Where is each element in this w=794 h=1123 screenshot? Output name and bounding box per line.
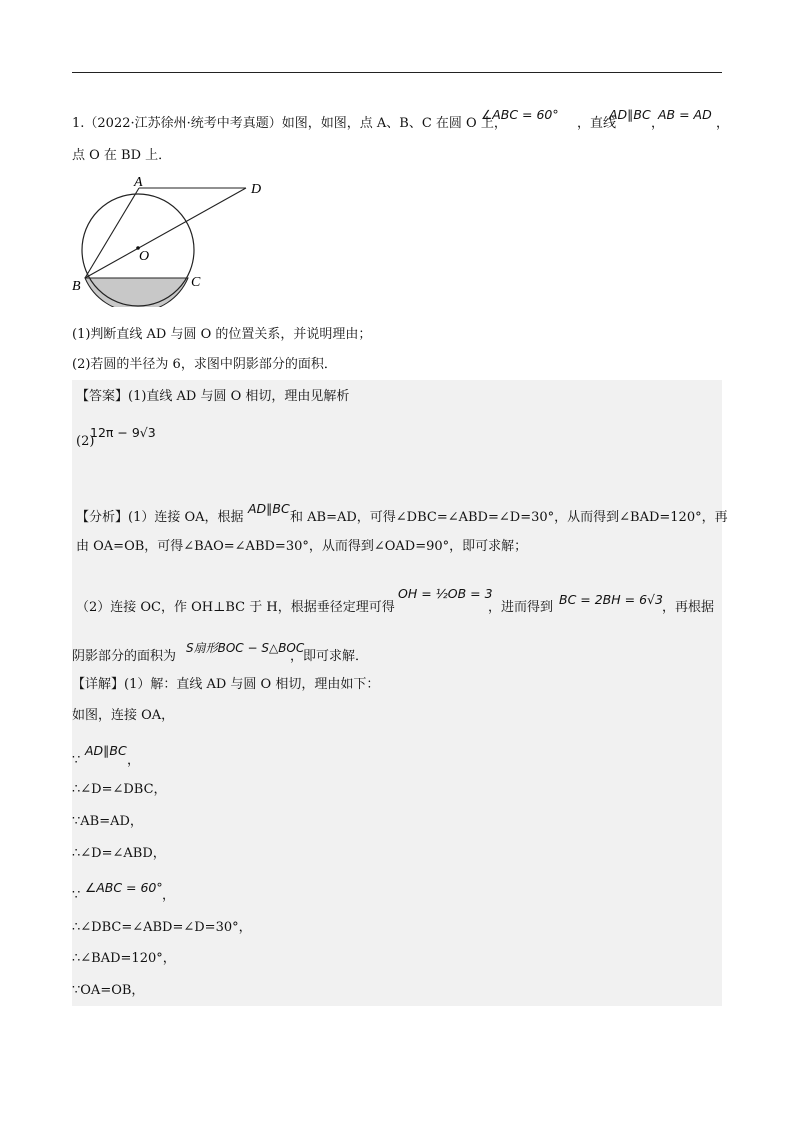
detail-line-2-math: AD∥BC (85, 743, 127, 758)
label-a: A (134, 175, 143, 190)
detail-line-9: ∵OA=OB， (72, 983, 145, 998)
analysis-l3-math1: OH = ½OB = 3 (398, 586, 493, 601)
label-b: B (72, 279, 81, 294)
detail-line-6-post: ， (162, 888, 176, 903)
answer-1: 【答案】(1)直线 AD 与圆 O 相切，理由见解析 (76, 389, 350, 404)
analysis-l3-math2: BC = 2BH = 6√3 (559, 592, 663, 607)
part-2: (2)若圆的半径为 6，求图中阴影部分的面积． (72, 357, 337, 372)
detail-line-7: ∴∠DBC=∠ABD=∠D=30°， (72, 920, 252, 935)
detail-because-2: ∵ (72, 888, 81, 903)
analysis-l3-mid: ，进而得到 (488, 600, 554, 615)
segment-ab (85, 188, 139, 278)
analysis-l3-post: ，再根据 (662, 600, 715, 615)
detail-line-1: 如图，连接 OA， (72, 708, 175, 723)
question-tail: ， (716, 116, 730, 131)
question-mid2: ， (651, 116, 665, 131)
answer-2-label: (2) (76, 434, 95, 449)
part-1: (1)判断直线 AD 与圆 O 的位置关系，并说明理由； (72, 327, 372, 342)
parallel-condition: AD∥BC (609, 107, 651, 122)
answer-panel (72, 380, 722, 1006)
analysis-l4-post: ，即可求解． (290, 649, 369, 664)
detail-because-1: ∵ (72, 753, 81, 768)
analysis-l1-math: AD∥BC (248, 501, 290, 516)
analysis-l4-math: S扇形BOC − S△BOC (186, 641, 305, 655)
detail-line-8: ∴∠BAD=120°， (72, 951, 176, 966)
analysis-l4-pre: 阴影部分的面积为 (72, 649, 177, 664)
question-line1 (72, 116, 507, 132)
shaded-segment (85, 278, 188, 307)
label-o: O (139, 249, 150, 264)
question-mid1: ，直线 (577, 116, 617, 131)
angle-condition: ∠ABC = 60° (481, 107, 559, 122)
analysis-l2: 由 OA=OB，可得∠BAO=∠ABD=30°，从而得到∠OAD=90°，即可求解； (76, 539, 528, 554)
detail-line-5: ∴∠D=∠ABD， (72, 846, 166, 861)
question-line2: 点 O 在 BD 上． (72, 148, 172, 163)
question-text: 1.（2022·江苏徐州·统考中考真题）如图，如图，点 A、B、C 在圆 O 上， (72, 116, 507, 131)
detail-line-3: ∴∠D=∠DBC， (72, 782, 167, 797)
analysis-l1-post: 和 AB=AD，可得∠DBC=∠ABD=∠D=30°，从而得到∠BAD=120°，再 (290, 510, 728, 525)
detail-line-4: ∵AB=AD， (72, 814, 143, 829)
label-d: D (251, 182, 262, 197)
detail-heading: 【详解】(1）解：直线 AD 与圆 O 相切，理由如下： (72, 677, 380, 692)
geometry-figure (70, 172, 270, 307)
detail-line-6-math: ∠ABC = 60° (85, 880, 163, 895)
label-c: C (191, 275, 201, 290)
analysis-l3-pre: （2）连接 OC，作 OH⊥BC 于 H，根据垂径定理可得 (76, 600, 395, 615)
equal-condition: AB = AD (658, 107, 712, 122)
detail-line-2-post: ， (127, 753, 141, 768)
header-rule (72, 72, 722, 73)
answer-2-value: 12π − 9√3 (90, 425, 156, 440)
analysis-l1-pre: 【分析】(1）连接 OA，根据 (76, 510, 244, 525)
